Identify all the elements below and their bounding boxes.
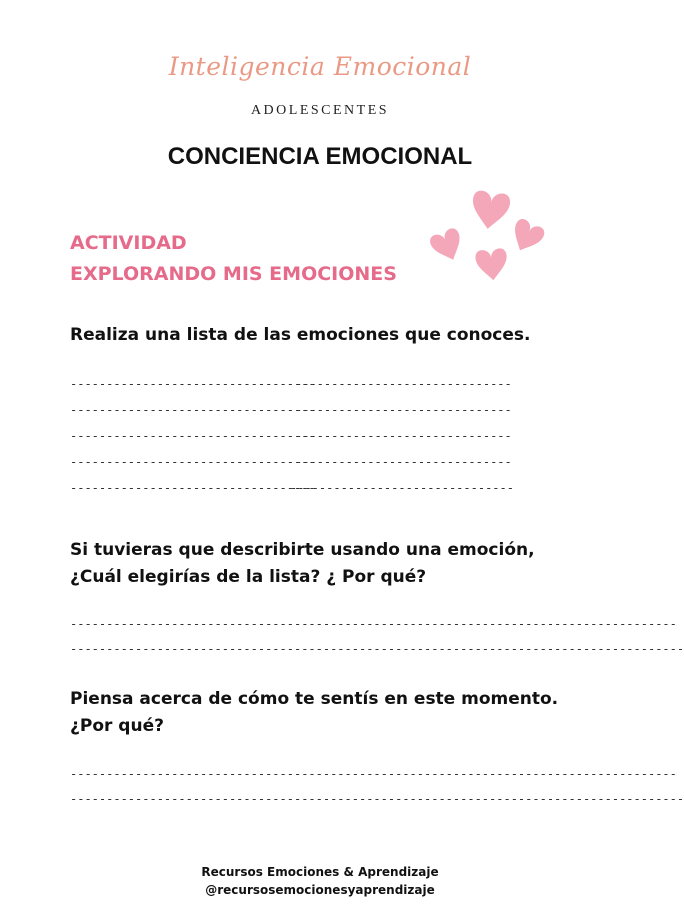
heart-icon <box>469 190 511 232</box>
answer-line[interactable]: ---------------------------------- <box>70 403 316 417</box>
activity-label: ACTIVIDAD <box>70 232 187 254</box>
footer-handle: @recursosemocionesyaprendizaje <box>205 883 435 897</box>
answer-line[interactable]: ------------------------------ <box>295 403 512 417</box>
question-current-feeling-line2: ¿Por qué? <box>70 716 164 736</box>
question-list-emotions: Realiza una lista de las emociones que conoces. <box>70 325 531 345</box>
heart-icon <box>506 217 546 257</box>
activity-name: EXPLORANDO MIS EMOCIONES <box>70 263 397 285</box>
answer-line[interactable]: ------------------------------------------------------------------------------------ <box>70 767 677 781</box>
answer-line[interactable]: ------------------------------------------------------------------------------------ <box>70 617 677 631</box>
answer-line[interactable]: ---------------------------------- <box>70 455 316 469</box>
page-title: CONCIENCIA EMOCIONAL <box>167 143 473 170</box>
question-current-feeling-line1: Piensa acerca de cómo te sentís en este momento. <box>70 689 559 709</box>
answer-line[interactable]: ------------------------------ <box>295 429 512 443</box>
brand-script-title: Inteligencia Emocional <box>168 52 472 81</box>
answer-line[interactable]: ------------------------------------------------------------------------------------- <box>70 642 684 656</box>
answer-line[interactable]: ------------------------------ <box>295 377 512 391</box>
question-describe-emotion-line1: Si tuvieras que describirte usando una emoción, <box>70 540 535 560</box>
answer-line[interactable]: ---------------------------------- <box>70 377 316 391</box>
answer-line[interactable]: ---------------------------------- <box>70 429 316 443</box>
footer-brand: Recursos Emociones & Aprendizaje <box>201 865 439 879</box>
answer-line[interactable]: ------------------------------------------------------------------------------------- <box>70 792 684 806</box>
answer-line[interactable]: ------------------------------- <box>290 481 514 495</box>
heart-icon <box>475 248 509 282</box>
hearts-decoration <box>428 192 552 292</box>
heart-icon <box>428 226 467 265</box>
answer-line[interactable]: ------------------------------ <box>295 455 512 469</box>
subtitle: ADOLESCENTES <box>250 103 390 118</box>
question-describe-emotion-line2: ¿Cuál elegirías de la lista? ¿ Por qué? <box>70 567 427 587</box>
answer-line[interactable]: ---------------------------------- <box>70 481 316 495</box>
